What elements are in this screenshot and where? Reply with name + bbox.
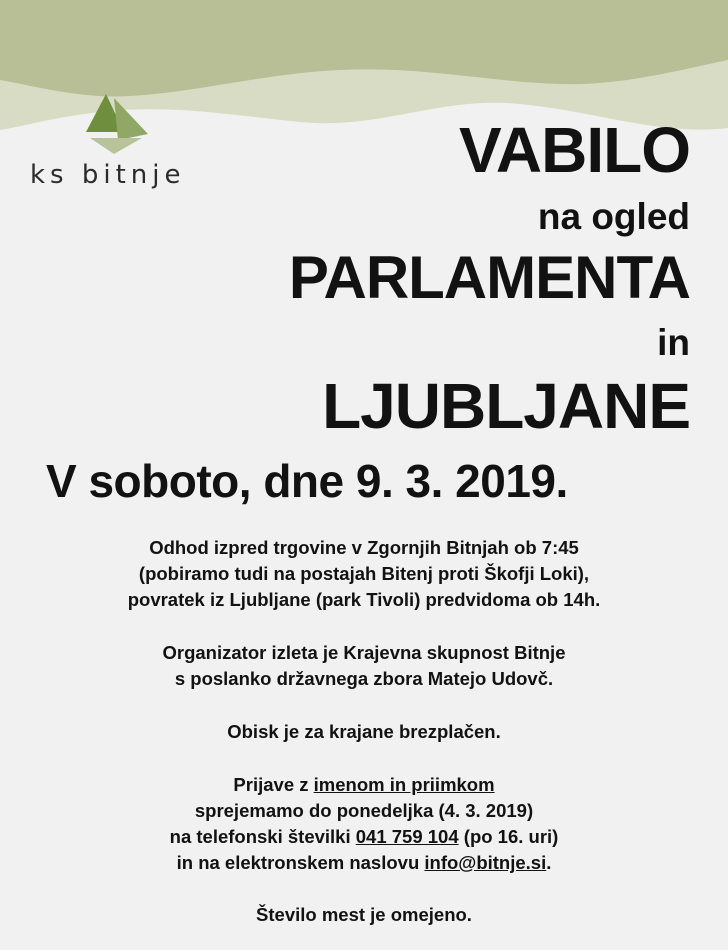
title-na-ogled: na ogled bbox=[537, 196, 690, 237]
phone-number: 041 759 104 bbox=[355, 826, 459, 847]
title-ljubljane: LJUBLJANE bbox=[322, 370, 690, 442]
phone-prefix: na telefonski številki bbox=[169, 826, 356, 847]
phone-line bbox=[0, 824, 728, 850]
email-prefix: in na elektronskem naslovu bbox=[176, 852, 425, 873]
invitation-details bbox=[0, 535, 728, 928]
signup-line-2: sprejemamo do ponedeljka (4. 3. 2019) bbox=[194, 800, 534, 821]
departure-line-1: Odhod izpred trgovine v Zgornjih Bitnjah ob 7:45 bbox=[149, 537, 579, 558]
email-suffix: . bbox=[546, 852, 552, 873]
departure-line-3: povratek iz Ljubljane (park Tivoli) predvidoma ob 14h. bbox=[127, 589, 601, 610]
event-date: V soboto, dne 9. 3. 2019. bbox=[46, 455, 568, 507]
organizer-line-1: Organizator izleta je Krajevna skupnost Bitnje bbox=[162, 642, 566, 663]
logo-leaf-right bbox=[114, 98, 148, 140]
title-in: in bbox=[657, 322, 690, 363]
title-vabilo: VABILO bbox=[458, 114, 690, 186]
departure-line-2: (pobiramo tudi na postajah Bitenj proti Škofji Loki), bbox=[138, 563, 590, 584]
limited-seats-note: Število mest je omejeno. bbox=[256, 904, 472, 925]
logo-leaf-bottom bbox=[90, 138, 142, 154]
phone-suffix: (po 16. uri) bbox=[458, 826, 559, 847]
ks-bitnje-logo-icon bbox=[84, 92, 150, 154]
email-line bbox=[0, 850, 728, 876]
free-note: Obisk je za krajane brezplačen. bbox=[227, 721, 501, 742]
organizer-line-2: s poslanko državnega zbora Matejo Udovč. bbox=[174, 668, 554, 689]
logo-text: ks bitnje bbox=[30, 160, 186, 190]
email-link[interactable]: info@bitnje.si bbox=[424, 852, 547, 873]
signup-line-1 bbox=[0, 772, 728, 798]
title-parlamenta: PARLAMENTA bbox=[288, 244, 690, 311]
signup-prefix: Prijave z bbox=[233, 774, 314, 795]
signup-name-requirement: imenom in priimkom bbox=[313, 774, 495, 795]
